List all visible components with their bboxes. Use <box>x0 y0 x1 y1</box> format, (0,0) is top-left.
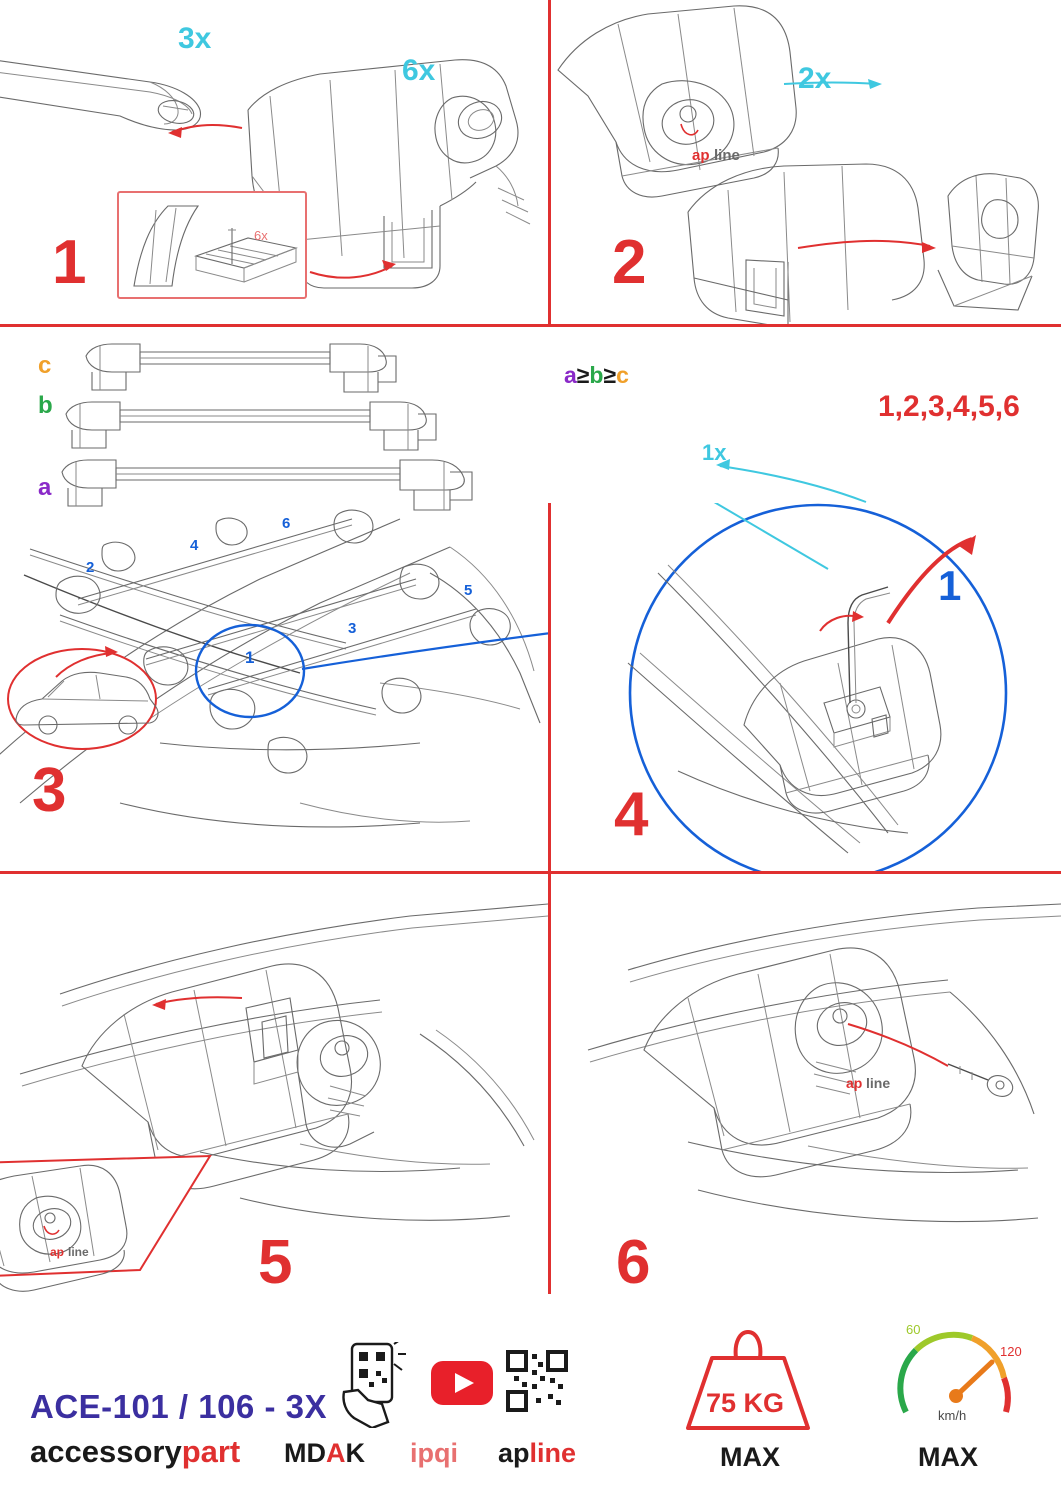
brand-accessorypart <box>30 1434 240 1470</box>
roof-marker-4: 4 <box>190 537 199 554</box>
svg-text:ap: ap <box>50 1245 65 1259</box>
inset-qty-label: 6x <box>254 228 268 243</box>
speed-unit: km/h <box>938 1408 967 1423</box>
bar-label-c: c <box>38 352 52 379</box>
qty-3x-label: 3x <box>178 22 212 55</box>
logo-apline-ap: ap <box>498 1438 530 1468</box>
logo-apline-line: line <box>529 1438 577 1468</box>
bar-label-b: b <box>38 392 53 419</box>
step-3-illustration <box>0 503 548 871</box>
step-6-number: 6 <box>616 1228 649 1297</box>
step-2-number: 2 <box>612 228 645 297</box>
svg-text:line: line <box>866 1075 891 1091</box>
logo-mdak[interactable] <box>284 1438 365 1469</box>
bar-label-a: a <box>38 474 52 501</box>
step-5-number: 5 <box>258 1228 291 1297</box>
qty-1x-label: 1x <box>702 440 727 465</box>
max-speed-label: MAX <box>918 1442 978 1472</box>
roof-marker-6: 6 <box>282 515 291 532</box>
qty-2x-label: 2x <box>798 62 832 95</box>
max-load-value: 75 KG <box>706 1388 785 1418</box>
roof-marker-3: 3 <box>348 620 357 637</box>
speed-tick-60: 60 <box>906 1322 921 1337</box>
step-4-number: 4 <box>614 780 647 849</box>
max-speed-icon <box>890 1316 1026 1428</box>
logo-mdak-k: K <box>345 1438 365 1468</box>
roof-marker-5: 5 <box>464 582 473 599</box>
brand-part-text: part <box>181 1434 241 1469</box>
step-4-marker-1: 1 <box>938 562 962 609</box>
youtube-icon[interactable] <box>430 1360 494 1406</box>
bar-length-relation: a≥b≥c <box>564 362 629 388</box>
logo-mdak-a: A <box>326 1438 346 1468</box>
logo-apline[interactable] <box>498 1438 576 1469</box>
speed-tick-120: 120 <box>1000 1344 1022 1359</box>
step-3-number: 3 <box>32 756 65 825</box>
qr-code-icon[interactable] <box>506 1350 568 1412</box>
svg-text:ap: ap <box>846 1075 863 1091</box>
svg-text:line: line <box>714 147 740 164</box>
footer <box>0 1294 1061 1500</box>
roof-marker-1: 1 <box>245 648 255 667</box>
svg-text:line: line <box>68 1245 89 1259</box>
logo-mdak-md: MD <box>284 1438 326 1468</box>
max-load-label: MAX <box>720 1442 780 1472</box>
brand-accessory-text: accessory <box>30 1434 182 1469</box>
product-code: ACE-101 / 106 - 3X <box>30 1388 327 1425</box>
qr-scan-hand-icon[interactable] <box>336 1342 406 1428</box>
bar-variants-illustration <box>0 334 548 514</box>
roof-marker-2: 2 <box>86 559 95 576</box>
qty-6x-label: 6x <box>402 54 436 87</box>
step-1-number: 1 <box>52 228 85 297</box>
section-divider-1 <box>0 324 1061 327</box>
svg-text:ap: ap <box>692 147 710 164</box>
logo-ipqi[interactable]: ipqi <box>410 1438 458 1468</box>
tighten-sequence-label: 1,2,3,4,5,6 <box>878 390 1020 423</box>
